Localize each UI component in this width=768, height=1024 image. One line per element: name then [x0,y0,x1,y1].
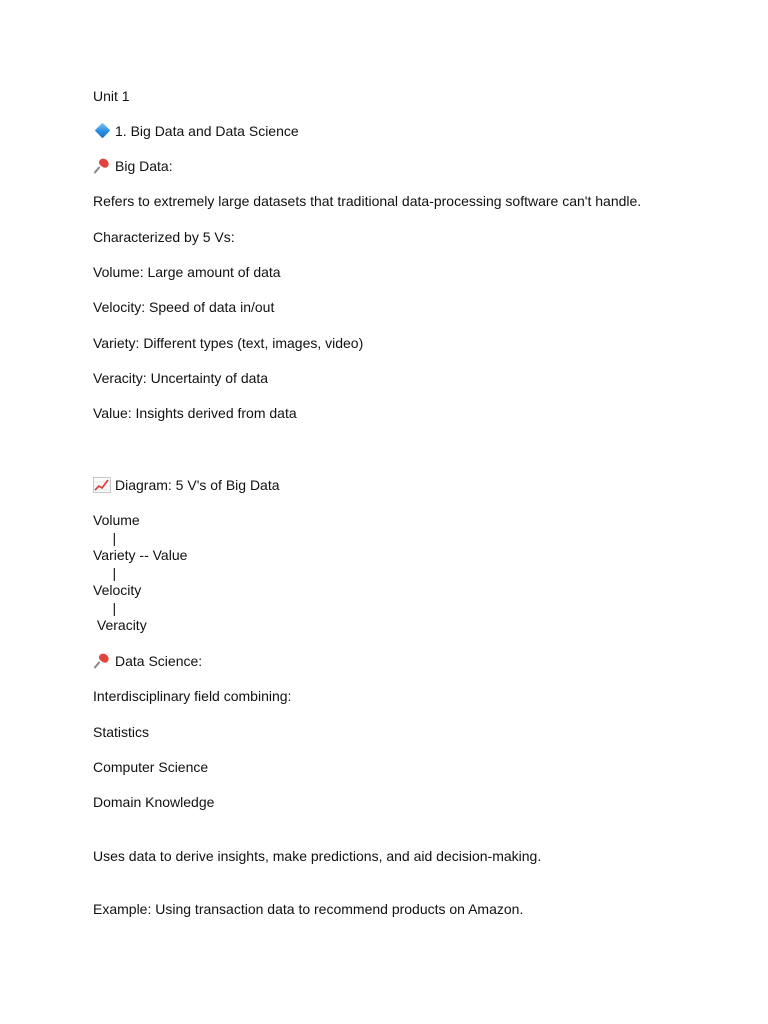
diagram-line: Velocity [93,582,142,598]
diagram-line: Variety -- Value [93,547,188,563]
characterized-intro: Characterized by 5 Vs: [93,229,235,245]
field-item-domain-knowledge: Domain Knowledge [93,794,215,810]
diagram-line: | [93,530,117,546]
data-science-heading-line [93,652,202,670]
unit-title: Unit 1 [93,88,130,104]
big-data-heading: Big Data: [115,158,173,174]
big-data-heading-line [93,157,173,175]
diagram-heading: Diagram: 5 V's of Big Data [115,477,280,493]
chart-increasing-icon [93,477,111,493]
v-item-volume: Volume: Large amount of data [93,264,281,280]
diagram-line: | [93,565,117,581]
data-science-intro: Interdisciplinary field combining: [93,688,292,704]
v-item-veracity: Veracity: Uncertainty of data [93,370,269,386]
diagram-line: Veracity [93,617,147,633]
v-item-value: Value: Insights derived from data [93,405,297,421]
diagram-line: Volume [93,512,140,528]
pushpin-icon [93,158,111,174]
section-heading: 1. Big Data and Data Science [115,123,299,139]
diagram-heading-line [93,476,280,494]
v-item-variety: Variety: Different types (text, images, video) [93,335,364,351]
v-item-velocity: Velocity: Speed of data in/out [93,299,275,315]
uses-text: Uses data to derive insights, make predictions, and aid decision-making. [93,848,542,864]
big-data-definition: Refers to extremely large datasets that traditional data-processing software can't handle. [93,193,642,209]
data-science-heading: Data Science: [115,653,203,669]
section-heading-line [93,122,299,140]
example-text: Example: Using transaction data to recommend products on Amazon. [93,901,524,917]
field-item-computer-science: Computer Science [93,759,209,775]
diagram-line: | [93,600,117,616]
pushpin-icon [93,653,111,669]
blue-diamond-icon [93,123,111,139]
field-item-statistics: Statistics [93,724,150,740]
